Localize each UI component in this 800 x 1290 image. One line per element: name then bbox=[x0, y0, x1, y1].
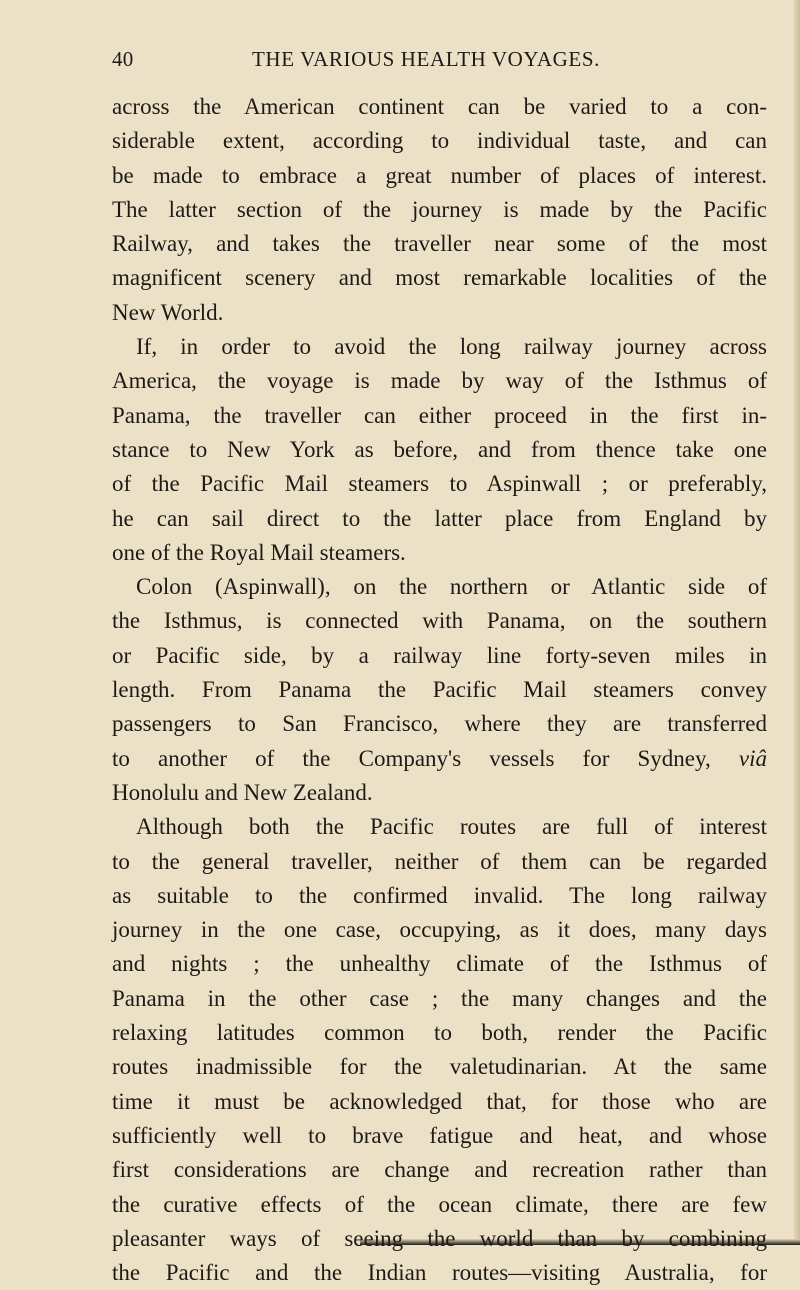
text-line: journey in the one case, occupying, as it does, many days bbox=[112, 917, 767, 943]
text-line: New World. bbox=[112, 299, 224, 325]
paragraph-start-line: If, in order to avoid the long railway journey across bbox=[136, 334, 767, 360]
text-line: he can sail direct to the latter place from England by bbox=[112, 505, 767, 531]
text-line: routes inadmissible for the valetudinarian. At the same bbox=[112, 1054, 767, 1080]
running-title: THE VARIOUS HEALTH VOYAGES. bbox=[252, 47, 600, 71]
text-line-with-italic bbox=[112, 742, 767, 776]
text-line: across the American continent can be varied to a con- bbox=[112, 94, 767, 119]
text-line: as suitable to the confirmed invalid. The long railway bbox=[112, 882, 767, 908]
text-line: of the Pacific Mail steamers to Aspinwall ; or preferably, bbox=[112, 471, 767, 497]
text-line: siderable extent, according to individual taste, and can bbox=[112, 128, 767, 154]
text-line: the curative effects of the ocean climate, there are few bbox=[112, 1191, 767, 1217]
text-line: first considerations are change and recreation rather than bbox=[112, 1157, 767, 1183]
text-line: America, the voyage is made by way of the Isthmus of bbox=[112, 368, 767, 394]
text-line: stance to New York as before, and from thence take one bbox=[112, 436, 767, 462]
text-line: or Pacific side, by a railway line forty-seven miles in bbox=[112, 642, 767, 668]
text-line: time it must be acknowledged that, for those who are bbox=[112, 1088, 767, 1114]
text-line: the Isthmus, is connected with Panama, on the southern bbox=[112, 608, 767, 634]
text-line: pleasanter ways of seeing the world than by combining bbox=[112, 1225, 767, 1251]
text-line: the Pacific and the Indian routes—visiting Australia, for bbox=[112, 1260, 767, 1286]
page-number: 40 bbox=[112, 47, 134, 71]
body-text bbox=[112, 90, 767, 1290]
text-line: relaxing latitudes common to both, render the Pacific bbox=[112, 1020, 767, 1046]
italic-word-via: viâ bbox=[738, 745, 767, 771]
text-line: length. From Panama the Pacific Mail steamers convey bbox=[112, 677, 767, 703]
text-line: Honolulu and New Zealand. bbox=[112, 779, 373, 805]
text-line: magnificent scenery and most remarkable localities of the bbox=[112, 265, 767, 291]
text-line: and nights ; the unhealthy climate of the Isthmus of bbox=[112, 951, 767, 977]
text-line: be made to embrace a great number of places of interest. bbox=[112, 162, 767, 188]
line-text: to another of the Company's vessels for Sydney, bbox=[112, 745, 711, 771]
text-line: one of the Royal Mail steamers. bbox=[112, 539, 406, 565]
paragraph-start-line: Although both the Pacific routes are full of interest bbox=[136, 814, 767, 840]
text-line: Panama, the traveller can either proceed in the first in- bbox=[112, 402, 767, 428]
text-line: Panama in the other case ; the many changes and the bbox=[112, 985, 767, 1011]
text-line: The latter section of the journey is made by the Pacific bbox=[112, 196, 767, 222]
text-line: to the general traveller, neither of them can be regarded bbox=[112, 848, 767, 874]
paragraph-start-line: Colon (Aspinwall), on the northern or Atlantic side of bbox=[136, 574, 767, 600]
text-line: Railway, and takes the traveller near some of the most bbox=[112, 231, 767, 257]
running-header bbox=[112, 47, 762, 77]
text-line: passengers to San Francisco, where they are transferred bbox=[112, 711, 767, 737]
page-edge-right bbox=[794, 0, 800, 1245]
text-line: sufficiently well to brave fatigue and heat, and whose bbox=[112, 1122, 767, 1148]
